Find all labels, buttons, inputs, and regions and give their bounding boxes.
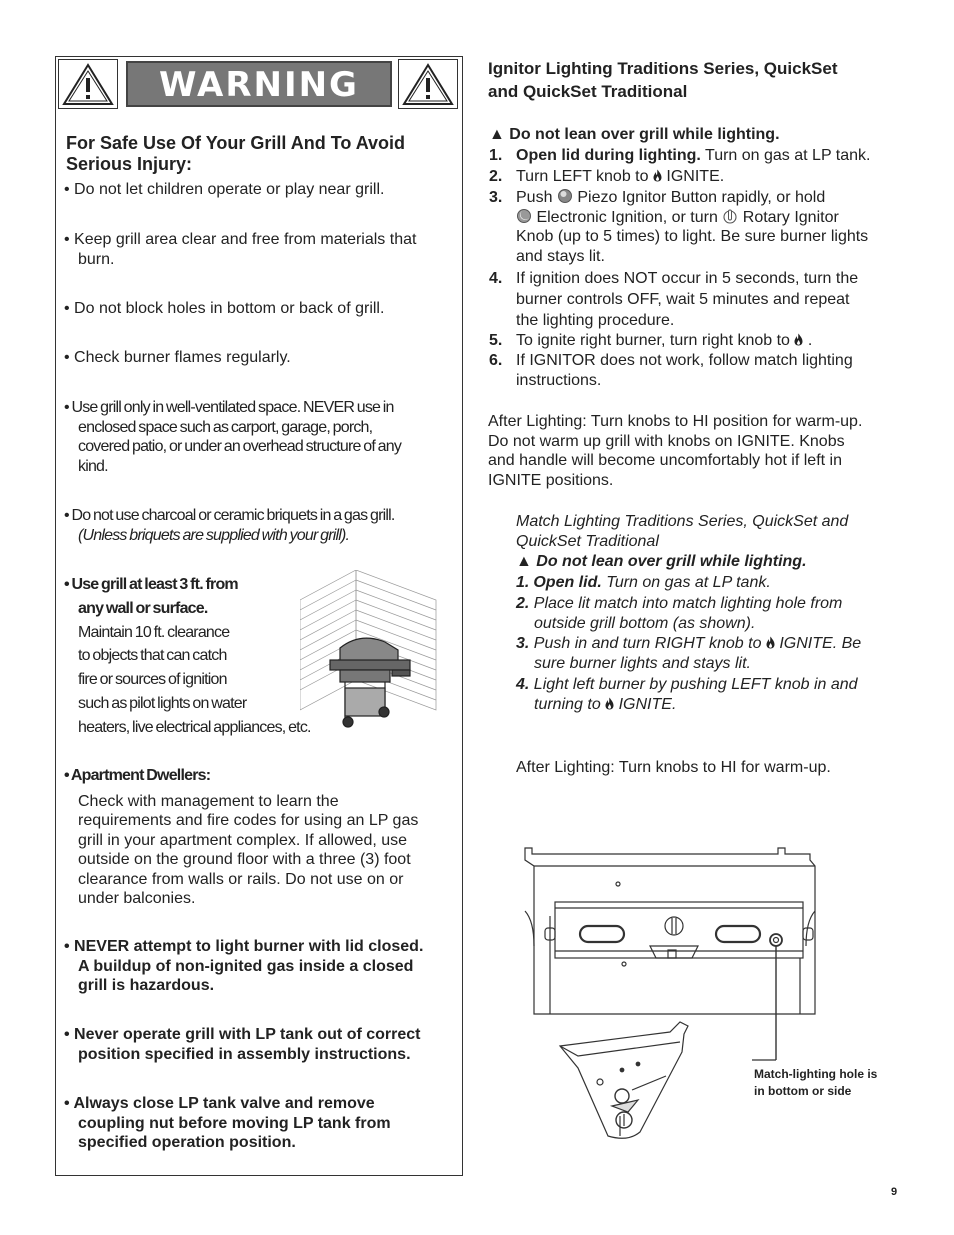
step-text: IGNITE. Be	[774, 635, 862, 652]
step-number: 3.	[489, 189, 503, 206]
note-text: and handle will become uncomfortably hot if left in	[488, 452, 842, 469]
step-text: Rotary Ignitor	[738, 208, 839, 226]
step-number: 2.	[516, 595, 530, 612]
bullet-text: such as pilot lights on water	[78, 694, 247, 712]
step-bold: Open lid during lighting.	[516, 147, 701, 164]
step-text: Turn on gas at LP tank.	[601, 574, 771, 591]
grill-clearance-illustration	[300, 570, 438, 740]
match-step-3	[516, 634, 906, 673]
match-step-4	[516, 675, 906, 714]
step-text: If ignition does NOT occur in 5 seconds, turn the	[516, 270, 859, 287]
warning-header	[58, 59, 460, 111]
warning-bullet	[64, 1025, 454, 1064]
step-text: the lighting procedure.	[516, 312, 675, 329]
match-step-1	[516, 573, 906, 593]
bullet-text: • Check burner flames regularly.	[64, 349, 291, 366]
warning-bullet	[64, 180, 454, 200]
flame-icon	[653, 169, 662, 182]
ignitor-title-line: and QuickSet Traditional	[488, 82, 688, 101]
step-text: .	[803, 332, 813, 349]
bullet-text: Maintain 10 ft. clearance	[78, 623, 230, 641]
step-text: To ignite right burner, turn right knob to	[516, 332, 795, 349]
bullet-text: kind.	[78, 457, 108, 475]
match-lighting-title	[516, 512, 906, 551]
bullet-text: • Use grill only in well-ventilated space. NEVER use in	[64, 399, 394, 416]
bullet-text: coupling nut before moving LP tank from	[78, 1114, 391, 1132]
caution-text: ▲ Do not lean over grill while lighting.	[516, 553, 807, 570]
step-number: 1.	[489, 147, 503, 164]
bullet-text: • NEVER attempt to light burner with lid closed.	[64, 938, 424, 955]
bullet-text: covered patio, or under an overhead structure of any	[78, 438, 402, 455]
piezo-button-icon	[557, 188, 573, 204]
warning-bullet	[64, 230, 454, 269]
step-text: burner controls OFF, wait 5 minutes and repeat	[516, 291, 850, 308]
bullet-text: outside on the ground floor with a three (3) foot	[78, 851, 411, 868]
bullet-text: enclosed space such as carport, garage, porch,	[78, 418, 373, 436]
step-text: Light left burner by pushing LEFT knob in and	[529, 676, 858, 693]
electronic-ignition-icon	[516, 208, 532, 224]
bullet-text: burn.	[78, 250, 115, 268]
bullet-text: clearance from walls or rails. Do not use on or	[78, 870, 404, 888]
step-number: 5.	[489, 332, 503, 349]
bullet-text: A buildup of non-ignited gas inside a closed	[78, 957, 414, 975]
bullet-text: • Do not use charcoal or ceramic briquets in a gas grill.	[64, 507, 395, 524]
step-number: 3.	[516, 635, 530, 652]
rotary-ignitor-icon	[722, 208, 738, 224]
step-bold: Open lid.	[533, 574, 602, 591]
callout-text: in bottom or side	[754, 1084, 852, 1098]
note-text: After Lighting: Turn knobs to HI position for warm-up.	[488, 413, 863, 430]
page-number: 9	[891, 1186, 898, 1198]
step-text: instructions.	[516, 371, 602, 389]
step-text: Piezo Ignitor Button rapidly, or hold	[572, 189, 826, 206]
warning-bullet	[64, 506, 454, 545]
step-text: sure burner lights and stays lit.	[534, 654, 751, 672]
bullet-text: Check with management to learn the	[78, 792, 339, 810]
note-text: Do not warm up grill with knobs on IGNITE. Knobs	[488, 432, 845, 450]
bullet-text: • Use grill at least 3 ft. from	[64, 576, 238, 593]
apartment-bullet	[64, 766, 454, 909]
match-title-line: Match Lighting Traditions Series, QuickSet and	[516, 513, 849, 530]
step-text: Turn on gas at LP tank.	[700, 147, 871, 164]
match-caution	[516, 552, 906, 572]
match-hole-callout	[754, 1066, 904, 1100]
bullet-text: any wall or surface.	[78, 599, 208, 617]
callout-text: Match-lighting hole is	[754, 1067, 878, 1081]
match-title-line: QuickSet Traditional	[516, 532, 659, 550]
bullet-text: grill is hazardous.	[78, 977, 215, 994]
warning-bullet	[64, 937, 454, 996]
warning-bullet	[64, 348, 454, 368]
bullet-text: specified operation position.	[78, 1134, 296, 1151]
step-number: 6.	[489, 352, 503, 369]
step-number: 1.	[516, 574, 530, 591]
note-text: After Lighting: Turn knobs to HI for warm-up.	[516, 759, 831, 776]
step-text: and stays lit.	[516, 247, 605, 265]
warning-triangle-icon	[398, 59, 458, 109]
warning-bullet	[64, 1094, 454, 1153]
step-number: 4.	[489, 270, 503, 287]
step-text: Push	[516, 189, 557, 206]
safety-heading-line: For Safe Use Of Your Grill And To Avoid	[66, 133, 406, 153]
step-text: Place lit match into match lighting hole from	[529, 595, 843, 612]
bullet-text: • Keep grill area clear and free from materials that	[64, 231, 417, 248]
step-text: Electronic Ignition, or turn	[532, 208, 723, 226]
step-number: 2.	[489, 168, 503, 185]
bullet-text: • Always close LP tank valve and remove	[64, 1095, 375, 1112]
note-text: IGNITE positions.	[488, 471, 614, 489]
bullet-text: (Unless briquets are supplied with your grill).	[78, 526, 350, 544]
safety-heading	[66, 133, 446, 175]
bullet-text: • Never operate grill with LP tank out of correct	[64, 1026, 421, 1043]
bullet-text: fire or sources of ignition	[78, 671, 227, 689]
step-text: If IGNITOR does not work, follow match lighting	[516, 352, 853, 369]
step-text: Push in and turn RIGHT knob to	[529, 635, 766, 652]
bullet-text: to objects that can catch	[78, 647, 227, 665]
ignitor-title	[488, 57, 928, 103]
caution-text: ▲ Do not lean over grill while lighting.	[489, 126, 780, 143]
bullet-text: heaters, live electrical appliances, etc.	[78, 718, 311, 736]
bullet-text: grill in your apartment complex. If allowed, use	[78, 831, 408, 849]
ignitor-title-line: Ignitor Lighting Traditions Series, QuickSet	[488, 59, 838, 78]
bullet-text: • Do not let children operate or play near grill.	[64, 181, 385, 198]
match-after-lighting	[516, 758, 831, 778]
warning-triangle-icon	[58, 59, 118, 109]
flame-icon	[605, 697, 614, 710]
match-step-2	[516, 594, 906, 633]
step-text: Knob (up to 5 times) to light. Be sure burner lights	[516, 228, 869, 245]
warning-title: WARNING	[159, 65, 359, 105]
step-text: outside grill bottom (as shown).	[534, 614, 756, 632]
after-lighting-note	[488, 412, 928, 490]
warning-bullet	[64, 299, 454, 319]
bullet-text: position specified in assembly instructions.	[78, 1045, 411, 1063]
flame-icon	[766, 636, 775, 649]
bullet-text: • Do not block holes in bottom or back of grill.	[64, 300, 385, 317]
step-text: turning to	[534, 695, 606, 713]
bullet-text: under balconies.	[78, 890, 196, 907]
bullet-text: requirements and fire codes for using an LP gas	[78, 812, 419, 829]
ignitor-caution	[489, 125, 780, 145]
warning-banner	[126, 61, 392, 107]
step-text: IGNITE.	[661, 168, 725, 185]
warning-bullet	[64, 398, 454, 476]
bullet-heading: • Apartment Dwellers:	[64, 767, 211, 784]
step-number: 4.	[516, 676, 530, 693]
safety-heading-line: Serious Injury:	[66, 154, 193, 174]
step-text: Turn LEFT knob to	[516, 168, 653, 185]
step-text: IGNITE.	[614, 695, 677, 713]
